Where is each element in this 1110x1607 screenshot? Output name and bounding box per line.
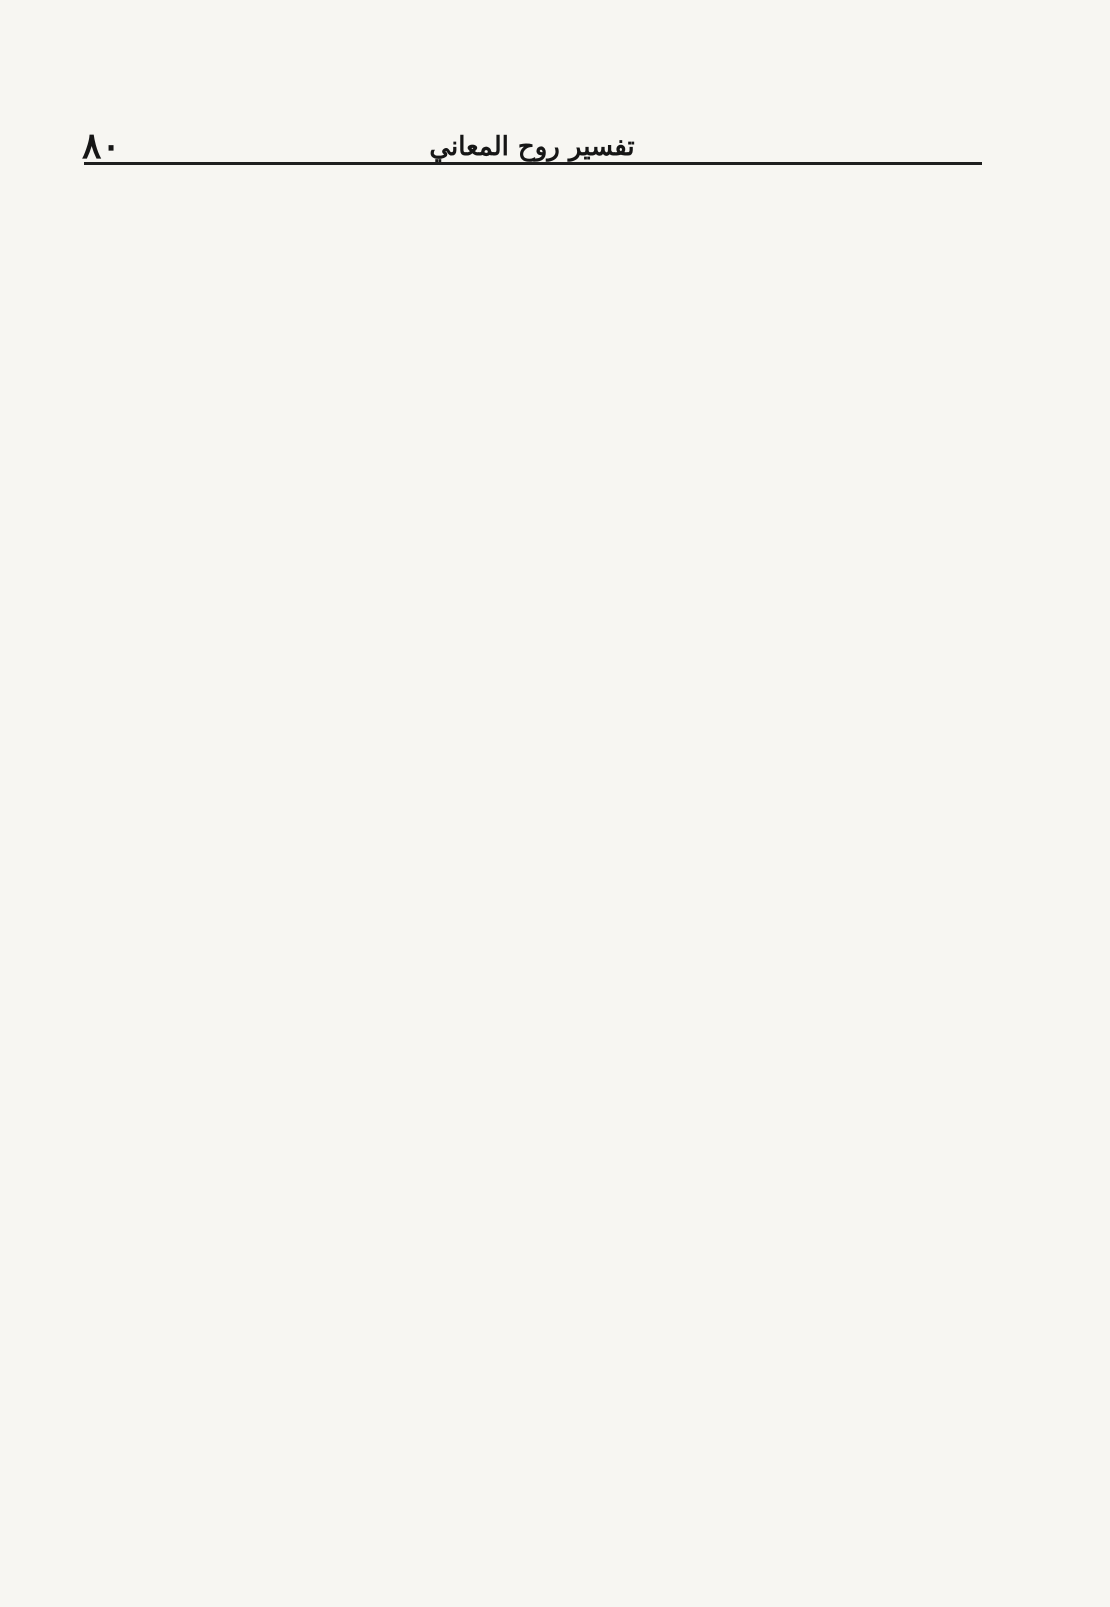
text-line: [34, 642, 1058, 681]
text-line: [34, 294, 1058, 333]
text-line: [34, 255, 1058, 294]
verse-hemistich: [566, 409, 776, 449]
text-line: [34, 913, 1058, 952]
text-line: [34, 1298, 1058, 1337]
running-title: تفسير روح المعاني: [82, 130, 982, 164]
text-line: [34, 757, 1058, 796]
text-line: [34, 874, 1058, 913]
text-line: [34, 526, 1058, 565]
text-line: [34, 1259, 1058, 1298]
text-line: [34, 1453, 1058, 1492]
text-line: [34, 1105, 1058, 1144]
text-line: [34, 680, 1058, 719]
text-line: [34, 565, 1058, 604]
text-line: [34, 1067, 1058, 1106]
poetry-verse: [34, 796, 1058, 836]
text-line: [34, 1221, 1058, 1260]
text-line: [34, 1569, 1058, 1607]
text-line: [34, 178, 1058, 217]
text-line: [34, 1530, 1058, 1569]
text-line: [34, 217, 1058, 256]
text-line: [34, 1028, 1058, 1067]
verse-hemistich: [566, 1375, 776, 1415]
text-line: [34, 990, 1058, 1029]
poetry-verse: [34, 1375, 1058, 1415]
verse-hemistich: [316, 1375, 526, 1415]
text-line: [34, 951, 1058, 990]
page-number: ٨٠: [82, 126, 162, 166]
text-line: [34, 371, 1058, 410]
text-line: [34, 1182, 1058, 1221]
header-rule: [84, 162, 982, 165]
verse-hemistich: [316, 409, 526, 449]
verse-hemistich: [316, 796, 526, 836]
text-line: [34, 1492, 1058, 1531]
verse-hemistich: [566, 796, 776, 836]
text-line: [34, 836, 1058, 875]
text-line: [34, 1144, 1058, 1183]
commentary-text: [34, 178, 1058, 1545]
text-line: [34, 603, 1058, 642]
text-line: [34, 332, 1058, 371]
text-line: [34, 1336, 1058, 1375]
text-line: [34, 488, 1058, 527]
text-line: [34, 449, 1058, 488]
poetry-verse: [34, 409, 1058, 449]
text-line: [34, 719, 1058, 758]
text-line: [34, 1415, 1058, 1454]
